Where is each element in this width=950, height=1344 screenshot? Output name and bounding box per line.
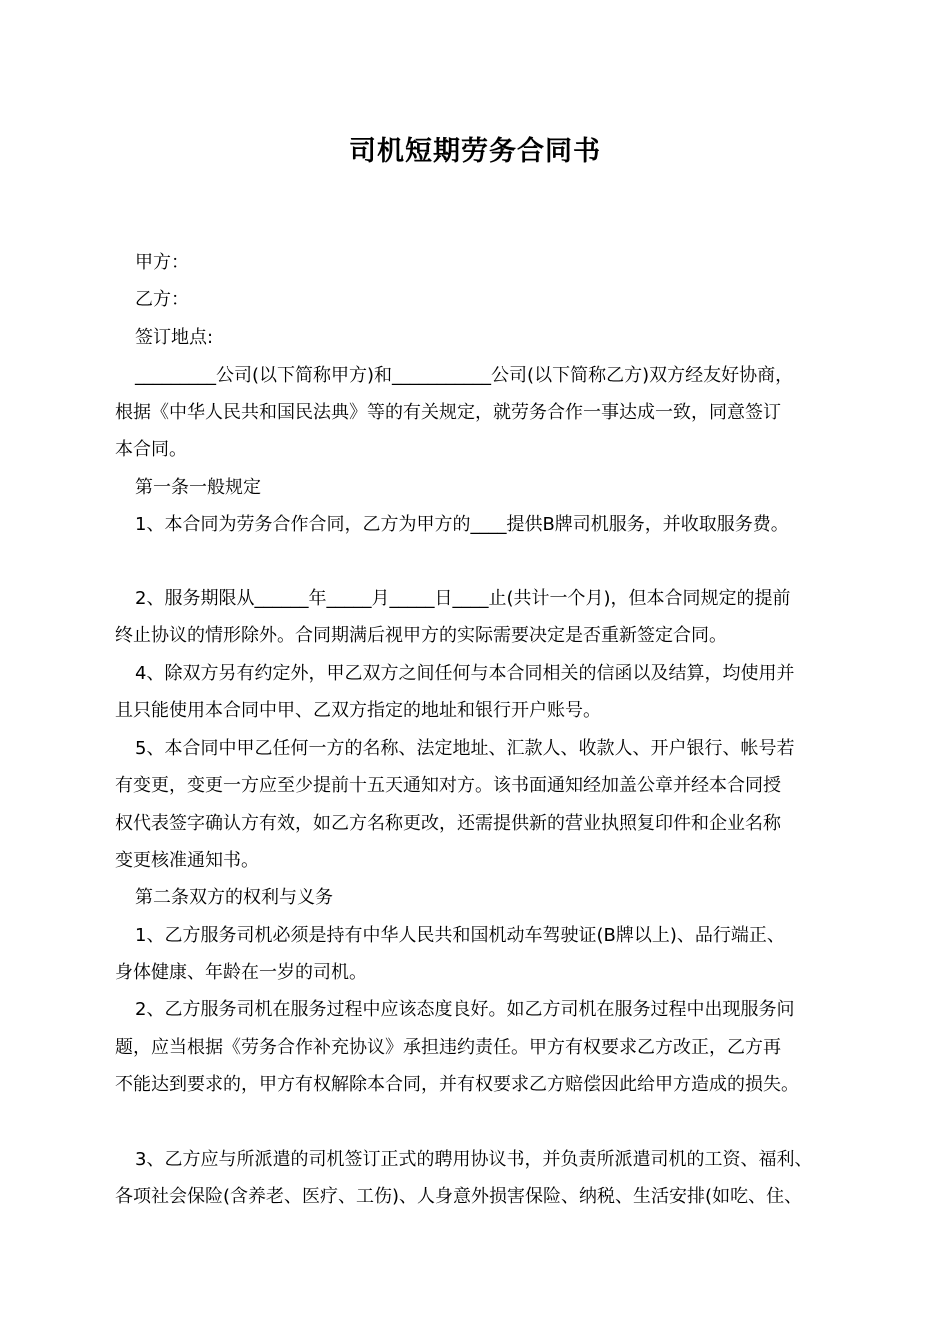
paragraph-line: 题，应当根据《劳务合作补充协议》承担违约责任。甲方有权要求乙方改正，乙方再 <box>115 1037 781 1058</box>
paragraph-line: 3、乙方应与所派遣的司机签订正式的聘用协议书，并负责所派遣司机的工资、福利、 <box>135 1149 813 1170</box>
paragraph-line: 1、乙方服务司机必须是持有中华人民共和国机动车驾驶证(B牌以上)、品行端正、 <box>135 925 785 946</box>
paragraph-line: 终止协议的情形除外。合同期满后视甲方的实际需要决定是否重新签定合同。 <box>115 625 727 646</box>
signing-place-label: 签订地点: <box>135 327 214 348</box>
party-a-label: 甲方： <box>135 252 189 273</box>
paragraph-line: 权代表签字确认方有效，如乙方名称更改，还需提供新的营业执照复印件和企业名称 <box>115 813 781 834</box>
party-b-label: 乙方： <box>135 289 189 310</box>
paragraph-line: _________公司(以下简称甲方)和___________公司(以下简称乙方)双方经友好协商， <box>135 365 794 386</box>
paragraph-line: 1、本合同为劳务合作合同，乙方为甲方的____提供B牌司机服务，并收取服务费。 <box>135 514 789 535</box>
paragraph-line: 身体健康、年龄在一岁的司机。 <box>115 962 367 983</box>
paragraph-line: 2、乙方服务司机在服务过程中应该态度良好。如乙方司机在服务过程中出现服务问 <box>135 999 795 1020</box>
paragraph-line: 2、服务期限从______年_____月_____日____止(共计一个月)，但本合同规定的提前 <box>135 588 791 609</box>
paragraph-line: 根据《中华人民共和国民法典》等的有关规定，就劳务合作一事达成一致，同意签订 <box>115 402 781 423</box>
paragraph-line: 5、本合同中甲乙任何一方的名称、法定地址、汇款人、收款人、开户银行、帐号若 <box>135 738 795 759</box>
document-title: 司机短期劳务合同书 <box>349 136 601 167</box>
article-heading: 第一条一般规定 <box>135 477 261 498</box>
paragraph-line: 不能达到要求的，甲方有权解除本合同，并有权要求乙方赔偿因此给甲方造成的损失。 <box>115 1074 799 1095</box>
paragraph-line: 变更核准通知书。 <box>115 850 259 871</box>
paragraph-line: 且只能使用本合同中甲、乙双方指定的地址和银行开户账号。 <box>115 700 601 721</box>
paragraph-line: 有变更，变更一方应至少提前十五天通知对方。该书面通知经加盖公章并经本合同授 <box>115 775 781 796</box>
paragraph-line: 本合同。 <box>115 439 187 460</box>
paragraph-line: 各项社会保险(含养老、医疗、工伤)、人身意外损害保险、纳税、生活安排(如吃、住、 <box>115 1186 803 1207</box>
paragraph-line: 4、除双方另有约定外，甲乙双方之间任何与本合同相关的信函以及结算，均使用并 <box>135 663 795 684</box>
article-heading: 第二条双方的权利与义务 <box>135 887 333 908</box>
